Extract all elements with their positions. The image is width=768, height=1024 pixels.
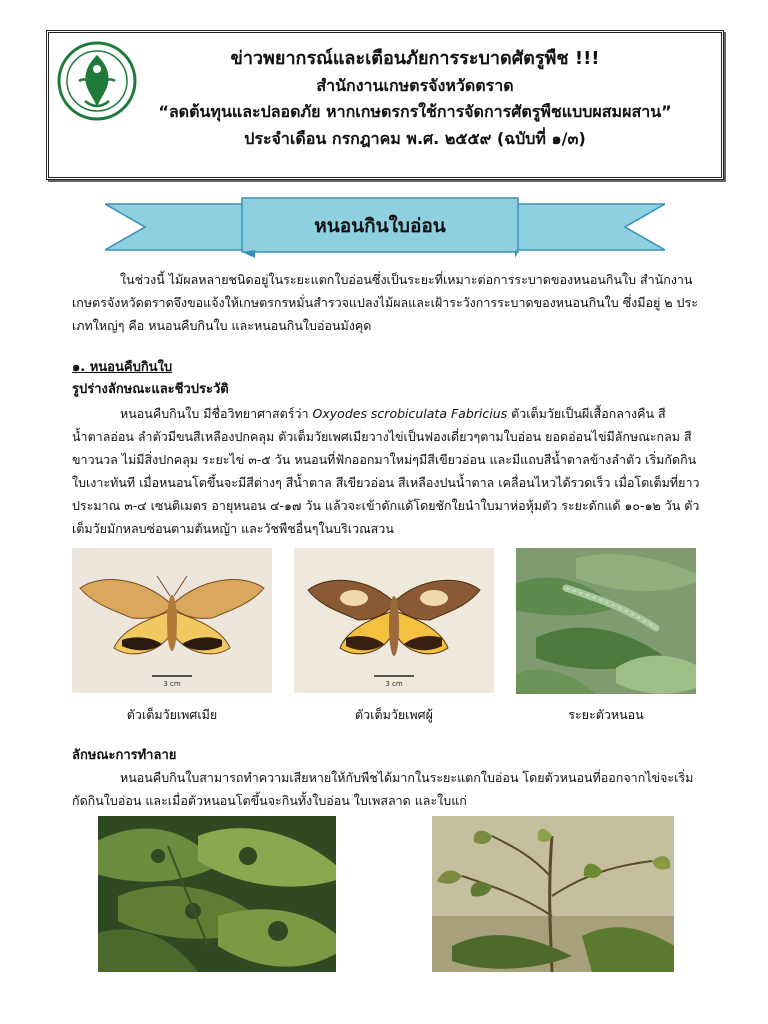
male-moth-illustration (294, 548, 494, 693)
damage-paragraph (72, 766, 702, 812)
larva-photo (516, 548, 696, 694)
damaged-leaves-illustration-1 (98, 816, 336, 972)
banner-title: หนอนกินใบอ่อน (314, 215, 446, 237)
caption-male: ตัวเต็มวัยเพศผู้ (355, 707, 433, 722)
female-scale-label: 3 cm (163, 680, 181, 688)
office-name: สำนักงานเกษตรจังหวัดตราด (316, 76, 514, 95)
damage-heading: ลักษณะการทำลาย (72, 748, 177, 763)
male-moth-photo (294, 548, 494, 693)
male-scale-label: 3 cm (385, 680, 403, 688)
header-text (119, 45, 711, 153)
bio-text-pre: หนอนคืบกินใบ มีชื่อวิทยาศาสตร์ว่า (120, 406, 313, 421)
issue-line: ประจำเดือน กรกฎาคม พ.ศ. ๒๕๕๙ (ฉบับที่ ๑/๓) (244, 129, 586, 148)
larva-illustration (516, 548, 696, 694)
caption-larva: ระยะตัวหนอน (568, 707, 644, 722)
damaged-leaves-photo-1 (98, 816, 336, 972)
slogan: “ลดต้นทุนและปลอดภัย หากเกษตรกรใช้การจัดการศัตรูพืชแบบผสมผสาน” (158, 102, 672, 121)
damaged-shoots-illustration-2 (432, 816, 674, 972)
female-moth-illustration (72, 548, 272, 693)
scientific-name: Oxyodes scrobiculata Fabricius (312, 406, 508, 421)
intro-text: ในช่วงนี้ ไม้ผลหลายชนิดอยู่ในระยะแตกใบอ่อนซึ่งเป็นระยะที่เหมาะต่อการระบาดของหนอนกินใบ สำนักงานเกษตรจังหวัดตราดจึงขอแจ้งให้เกษตรกรหมั่นสำรวจแปลงไม้ผลและเฝ้าระวังการระบาดของหนอนกินใบ ซึ่งมีอยู่ ๒ ประเภทใหญ่ๆ คือ หนอนคืบกินใบ และหนอนกินใบอ่อนมังคุด (72, 272, 698, 333)
section-1-subheading: รูปร่างลักษณะและชีวประวัติ (72, 382, 229, 397)
bio-paragraph (72, 402, 702, 540)
intro-paragraph (72, 268, 702, 337)
female-moth-photo (72, 548, 272, 693)
section-1-heading: ๑. หนอนคืบกินใบ (72, 360, 173, 375)
damage-text: หนอนคืบกินใบสามารถทำความเสียหายให้กับพืชได้มากในระยะแตกใบอ่อน โดยตัวหนอนที่ออกจากไข่จะเริ่มกัดกินใบอ่อน และเมื่อตัวหนอนโตขึ้นจะกินทั้งใบอ่อน ใบเพสลาด และใบแก่ (72, 770, 694, 808)
bulletin-title: ข่าวพยากรณ์และเตือนภัยการระบาดศัตรูพืช !!! (230, 48, 600, 69)
caption-female: ตัวเต็มวัยเพศเมีย (126, 707, 218, 722)
header-box (46, 30, 724, 180)
damaged-shoots-photo-2 (432, 816, 674, 972)
bio-text-post: ตัวเต็มวัยเป็นผีเสื้อกลางคืน สีน้ำตาลอ่อน ลำตัวมีขนสีเหลืองปกคลุม ตัวเต็มวัยเพศเมียวางไข่เป็นฟองเดี่ยวๆตามใบอ่อน ยอดอ่อนไข่มีลักษณะกลม สีขาวนวล ไม่มีสิ่งปกคลุม ระยะไข่ ๓-๕ วัน หนอนที่ฟักออกมาใหม่ๆมีสีเขียวอ่อน และมีแถบสีน้ำตาลข้างลำตัว เริ่มกัดกินใบเงาะทันที เมื่อหนอนโตขึ้นจะมีสีต่างๆ สีน้ำตาล สีเขียวอ่อน สีเหลืองปนน้ำตาล เคลื่อนไหวได้รวดเร็ว เมื่อโตเต็มที่ยาวประมาณ ๓-๔ เซนติเมตร อายุหนอน ๔-๑๗ วัน แล้วจะเข้าดักแด้โดยชักใยนำใบมาห่อหุ้มตัว ระยะดักแด้ ๑๐-๑๒ วัน ตัวเต็มวัยมักหลบซ่อนตามต้นหญ้า และวัชพืชอื่นๆในบริเวณสวน (72, 406, 700, 536)
